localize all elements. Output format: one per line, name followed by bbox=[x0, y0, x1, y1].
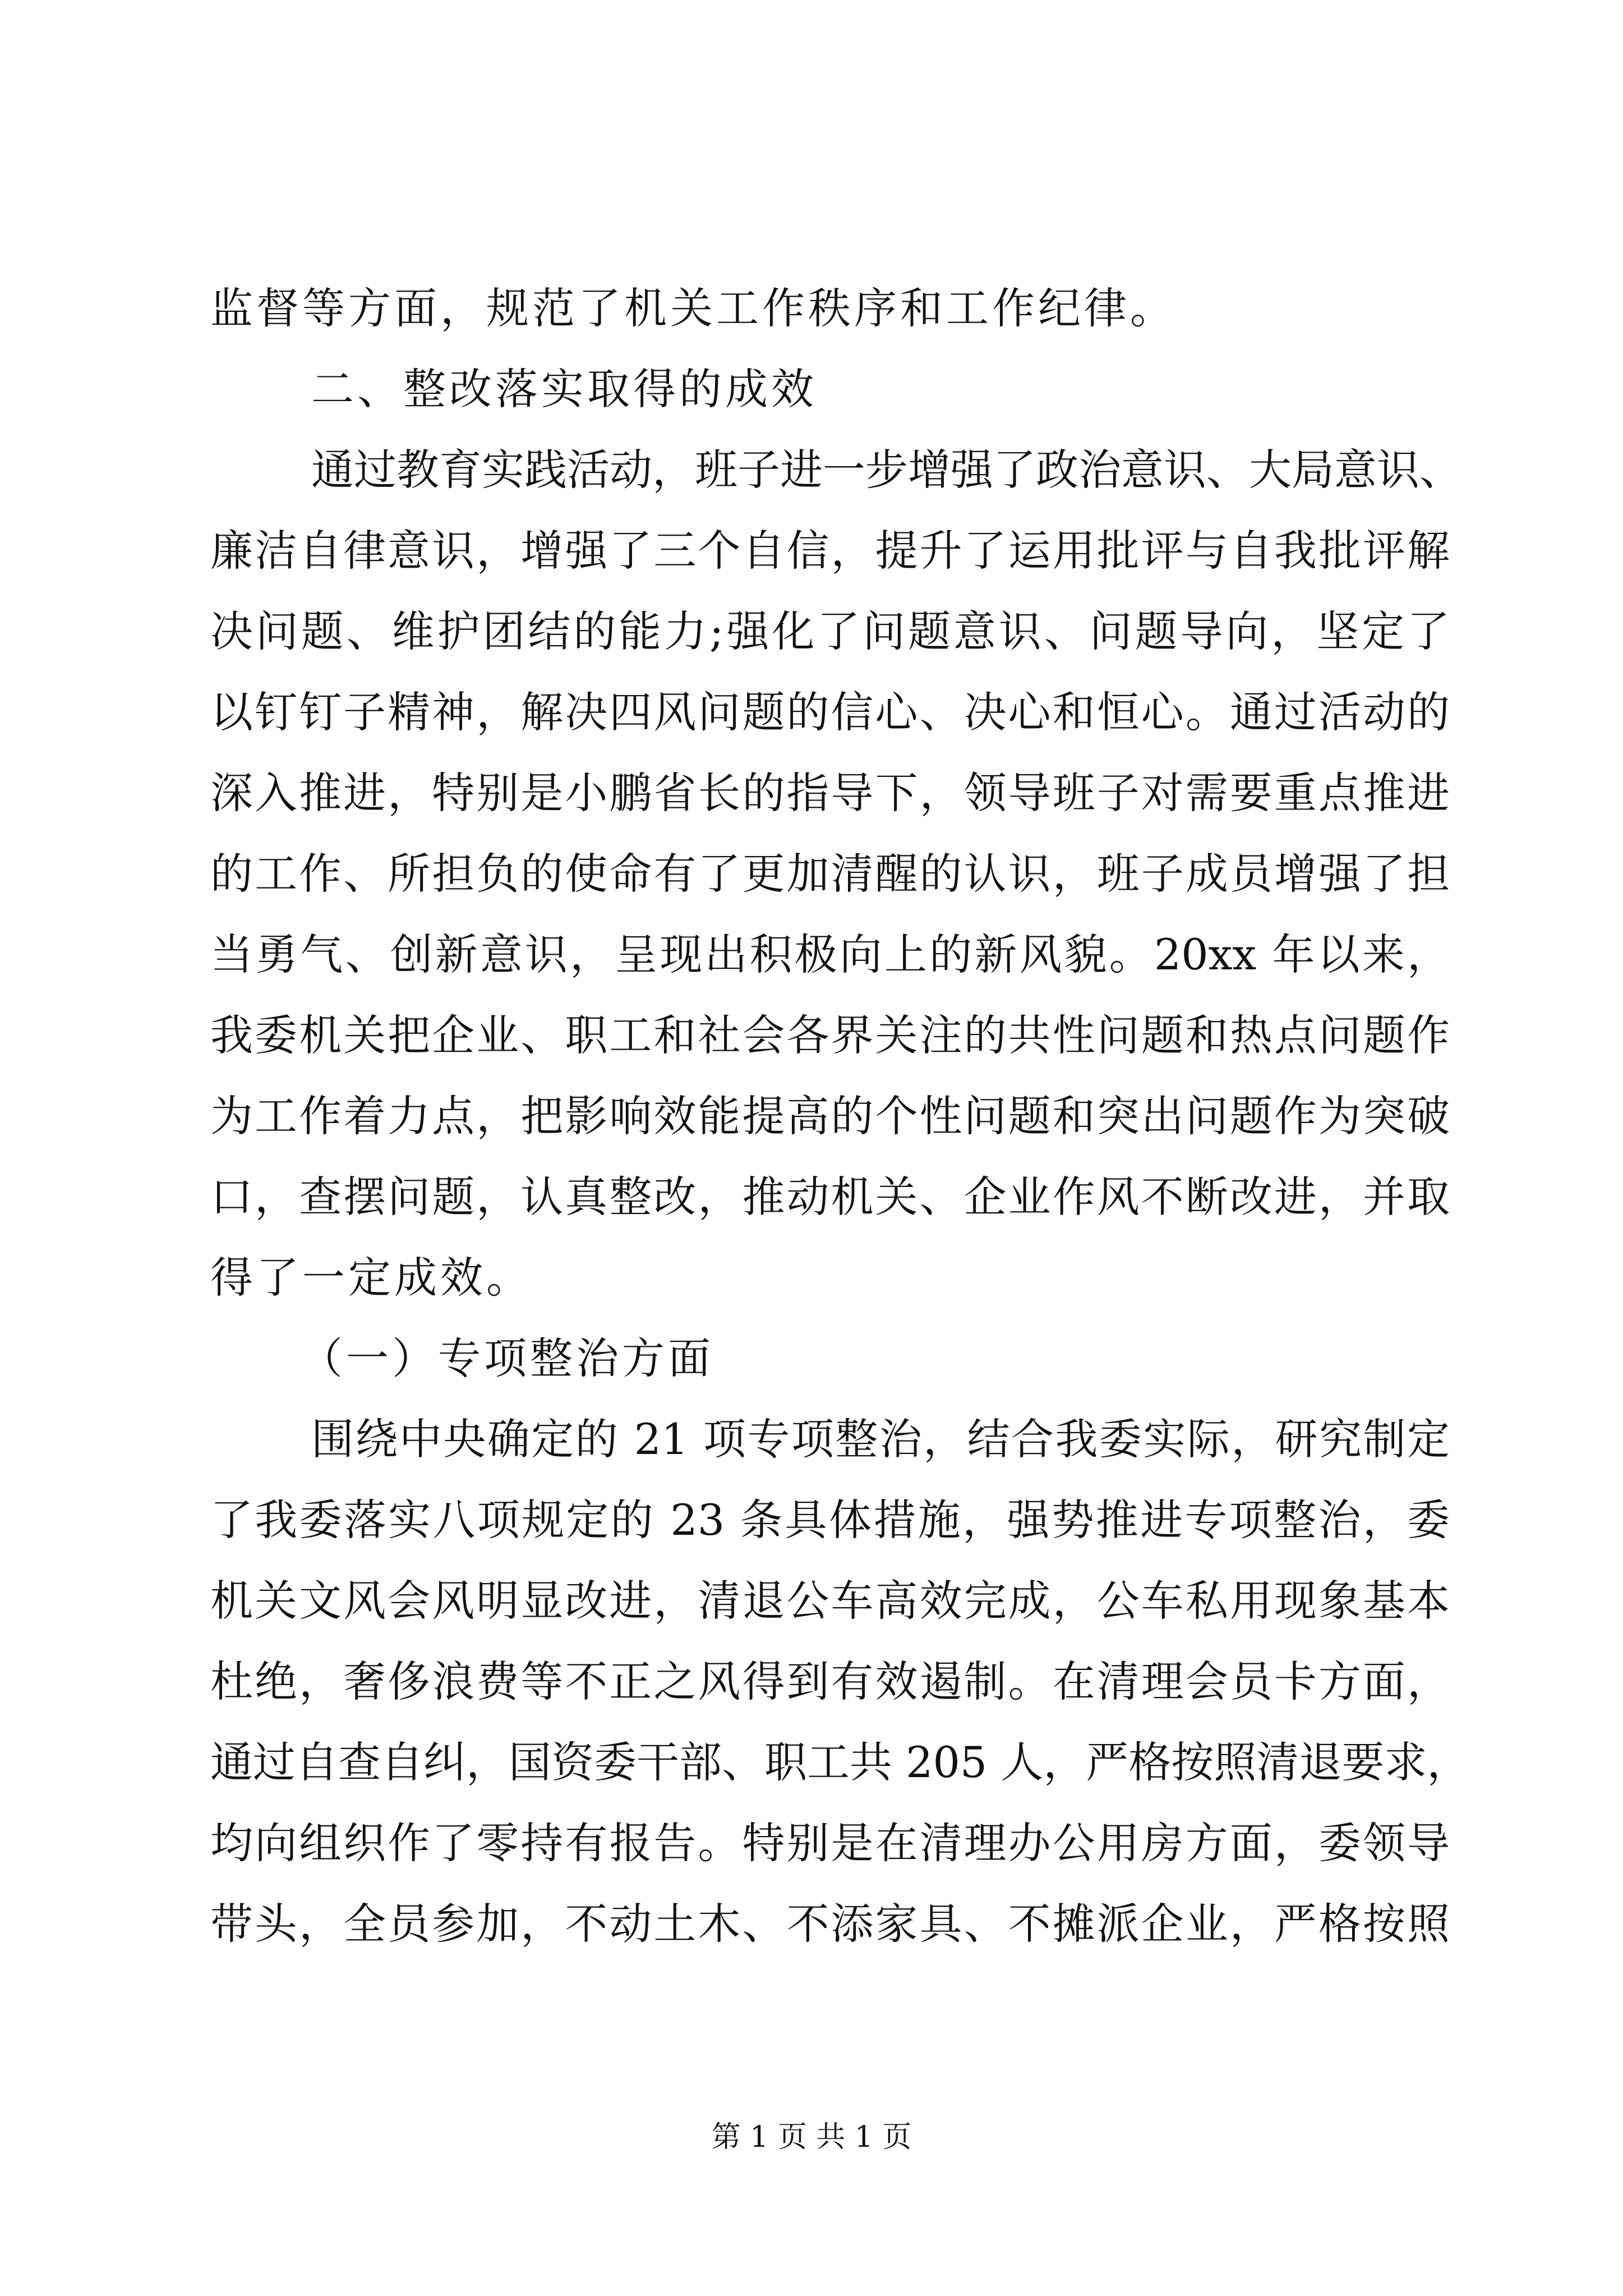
paragraph-line: 深入推进，特别是小鹏省长的指导下，领导班子对需要重点推进 bbox=[210, 768, 1450, 818]
paragraph-line: 通过教育实践活动，班子进一步增强了政治意识、大局意识、 bbox=[311, 445, 1462, 495]
section-heading: 二、整改落实取得的成效 bbox=[311, 364, 817, 414]
paragraph-line: 了我委落实八项规定的 23 条具体措施，强势推进专项整治，委 bbox=[210, 1495, 1450, 1545]
paragraph-line: 当勇气、创新意识，呈现出积极向上的新风貌。20xx 年以来， bbox=[210, 930, 1450, 979]
paragraph-line: 围绕中央确定的 21 项专项整治，结合我委实际，研究制定 bbox=[311, 1414, 1450, 1464]
paragraph-line: 通过自查自纠，国资委干部、职工共 205 人，严格按照清退要求， bbox=[210, 1737, 1470, 1787]
paragraph-line-last: 得了一定成效。 bbox=[210, 1253, 532, 1303]
subsection-heading: （一）专项整治方面 bbox=[300, 1333, 714, 1383]
paragraph-line: 为工作着力点，把影响效能提高的个性问题和突出问题作为突破 bbox=[210, 1091, 1450, 1141]
paragraph-line: 机关文风会风明显改进，清退公车高效完成，公车私用现象基本 bbox=[210, 1576, 1450, 1626]
paragraph-line: 口，查摆问题，认真整改，推动机关、企业作风不断改进，并取 bbox=[210, 1172, 1450, 1222]
paragraph-line: 的工作、所担负的使命有了更加清醒的认识，班子成员增强了担 bbox=[210, 849, 1450, 899]
paragraph-line: 杜绝，奢侈浪费等不正之风得到有效遏制。在清理会员卡方面， bbox=[210, 1657, 1450, 1706]
paragraph-line: 决问题、维护团结的能力;强化了问题意识、问题导向，坚定了 bbox=[210, 606, 1450, 656]
document-body bbox=[210, 268, 1470, 1964]
paragraph-line: 均向组织作了零持有报告。特别是在清理办公用房方面，委领导 bbox=[210, 1818, 1450, 1868]
page-footer: 第 1 页 共 1 页 bbox=[711, 2120, 912, 2154]
paragraph-line: 带头，全员参加，不动土木、不添家具、不摊派企业，严格按照 bbox=[210, 1899, 1450, 1949]
paragraph-line: 廉洁自律意识，增强了三个自信，提升了运用批评与自我批评解 bbox=[210, 526, 1450, 576]
paragraph-line: 以钉钉子精神，解决四风问题的信心、决心和恒心。通过活动的 bbox=[210, 687, 1450, 737]
paragraph-continuation-line: 监督等方面，规范了机关工作秩序和工作纪律。 bbox=[210, 283, 1176, 333]
paragraph-line: 我委机关把企业、职工和社会各界关注的共性问题和热点问题作 bbox=[210, 1010, 1450, 1060]
